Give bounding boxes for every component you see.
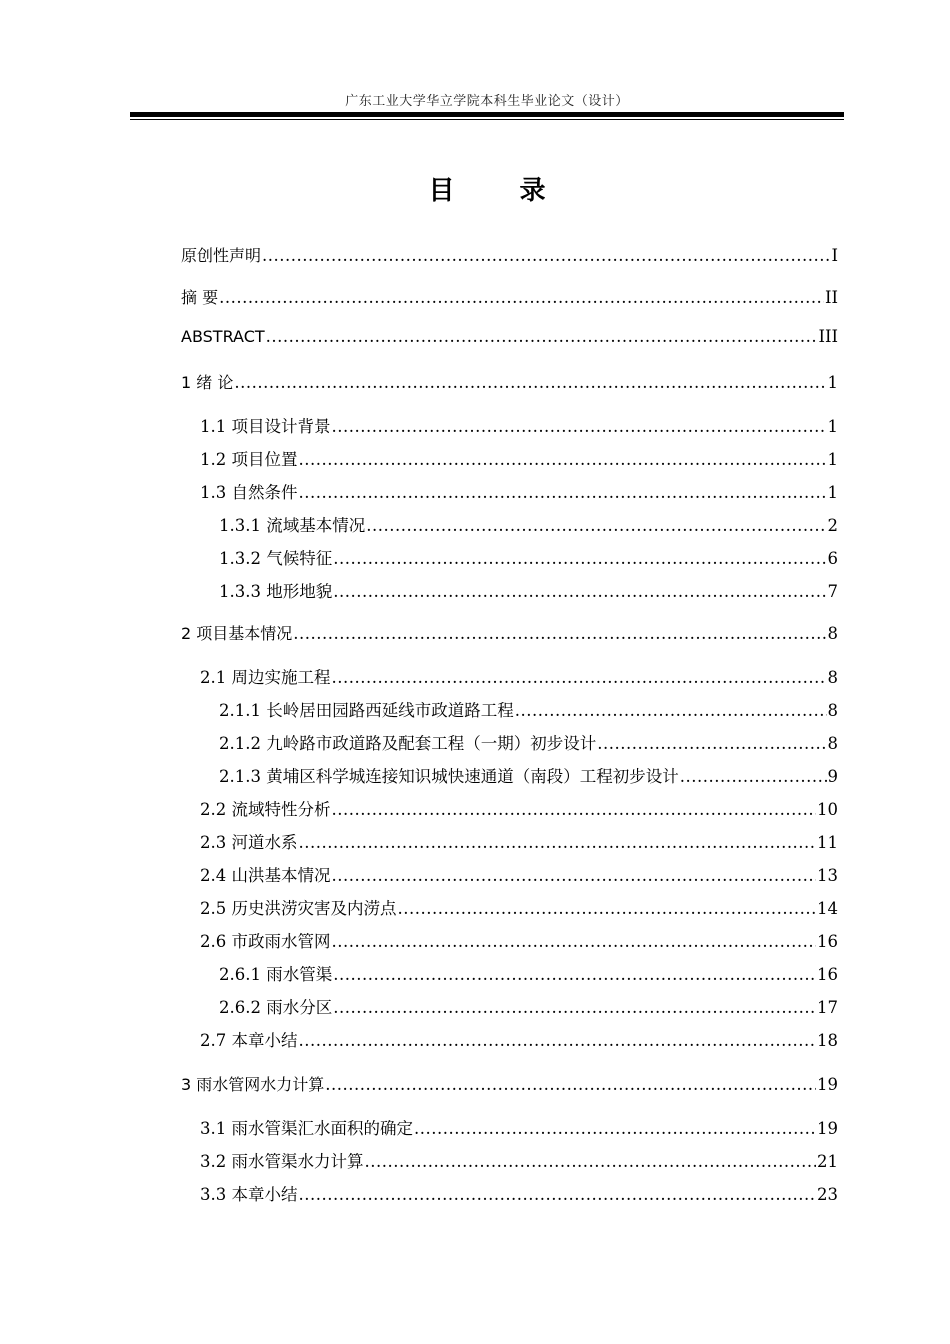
- toc-leader-dots: [325, 1075, 816, 1094]
- toc-entry-page: 1: [827, 373, 838, 392]
- toc-entry[interactable]: [181, 243, 838, 267]
- toc-leader-dots: [219, 288, 824, 307]
- toc-entry-label: 1.3.1 流域基本情况: [219, 516, 366, 535]
- toc-leader-dots: [262, 246, 830, 265]
- toc-entry-page: 23: [817, 1185, 838, 1204]
- toc-leader-dots: [234, 373, 826, 392]
- toc-entry[interactable]: [200, 895, 838, 919]
- toc-entry[interactable]: [200, 928, 838, 952]
- toc-entry-page: 6: [827, 549, 838, 568]
- toc-entry-page: 17: [817, 998, 838, 1017]
- toc-leader-dots: [299, 1185, 817, 1204]
- toc-leader-dots: [299, 833, 817, 852]
- toc-leader-dots: [266, 327, 818, 346]
- toc-entry-label: 1.3 自然条件: [200, 483, 298, 502]
- toc-entry-page: 10: [817, 800, 838, 819]
- toc-entry[interactable]: [219, 697, 838, 721]
- toc-entry-label: 3.1 雨水管渠汇水面积的确定: [200, 1119, 413, 1138]
- toc-entry-page: 19: [817, 1119, 838, 1138]
- toc-entry-page: 11: [817, 833, 838, 852]
- toc-entry[interactable]: [181, 285, 838, 309]
- toc-entry-label: 3.2 雨水管渠水力计算: [200, 1152, 364, 1171]
- toc-entry[interactable]: [181, 370, 838, 394]
- toc-entry[interactable]: [200, 446, 838, 470]
- toc-entry-label: 1.3.3 地形地貌: [219, 582, 333, 601]
- toc-leader-dots: [332, 800, 817, 819]
- toc-entry-label: 摘 要: [181, 288, 219, 307]
- toc-entry[interactable]: [200, 862, 838, 886]
- toc-entry-label: 2.2 流域特性分析: [200, 800, 331, 819]
- toc-entry-page: 13: [817, 866, 838, 885]
- toc-entry-label: 原创性声明: [181, 246, 262, 265]
- toc-entry-label: 2.6.1 雨水管渠: [219, 965, 333, 984]
- toc-leader-dots: [332, 932, 817, 951]
- toc-entry-page: 14: [817, 899, 838, 918]
- toc-entry-page: 7: [827, 582, 838, 601]
- toc-entry-label: 2.1.1 长岭居田园路西延线市政道路工程: [219, 701, 514, 720]
- toc-entry-page: 9: [827, 767, 838, 786]
- toc-leader-dots: [332, 417, 827, 436]
- toc-entry[interactable]: [200, 664, 838, 688]
- toc-entry-label: 1.2 项目位置: [200, 450, 298, 469]
- toc-entry-page: 8: [827, 734, 838, 753]
- toc-entry[interactable]: [200, 1027, 838, 1051]
- toc-entry-page: 18: [817, 1031, 838, 1050]
- toc-leader-dots: [299, 450, 827, 469]
- toc-entry-label: 2.1.2 九岭路市政道路及配套工程（一期）初步设计: [219, 734, 597, 753]
- toc-entry[interactable]: [200, 829, 838, 853]
- page-title: 目 录: [428, 176, 574, 206]
- toc-entry[interactable]: [200, 1148, 838, 1172]
- toc-entry-label: 1 绪 论: [181, 373, 234, 392]
- toc-entry[interactable]: [219, 994, 838, 1018]
- toc-entry-page: 16: [817, 965, 838, 984]
- toc-leader-dots: [333, 998, 816, 1017]
- toc-entry-label: 1.1 项目设计背景: [200, 417, 331, 436]
- toc-entry-page: 16: [817, 932, 838, 951]
- toc-entry-label: 2.6.2 雨水分区: [219, 998, 333, 1017]
- toc-entry[interactable]: [200, 1115, 838, 1139]
- toc-entry-label: 2.6 市政雨水管网: [200, 932, 331, 951]
- toc-entry-label: 3.3 本章小结: [200, 1185, 298, 1204]
- toc-entry[interactable]: [219, 730, 838, 754]
- toc-leader-dots: [333, 549, 826, 568]
- toc-entry[interactable]: [219, 545, 838, 569]
- toc-entry-label: 2 项目基本情况: [181, 624, 293, 643]
- toc-leader-dots: [414, 1119, 816, 1138]
- toc-leader-dots: [680, 767, 827, 786]
- toc-entry-page: 8: [827, 668, 838, 687]
- toc-leader-dots: [365, 1152, 817, 1171]
- toc-entry-page: 8: [827, 624, 838, 643]
- toc-leader-dots: [398, 899, 817, 918]
- toc-entry[interactable]: [219, 578, 838, 602]
- toc-entry-page: 19: [817, 1075, 838, 1094]
- toc-leader-dots: [366, 516, 826, 535]
- toc-leader-dots: [333, 582, 826, 601]
- toc-entry-label: 3 雨水管网水力计算: [181, 1075, 325, 1094]
- toc-entry-label: 2.1.3 黄埔区科学城连接知识城快速通道（南段）工程初步设计: [219, 767, 679, 786]
- toc-entry[interactable]: [181, 1072, 838, 1096]
- toc-leader-dots: [332, 866, 817, 885]
- toc-entry-label: 2.4 山洪基本情况: [200, 866, 331, 885]
- toc-entry-label: 2.7 本章小结: [200, 1031, 298, 1050]
- running-header: 广东工业大学华立学院本科生毕业论文（设计）: [345, 94, 629, 109]
- toc-entry[interactable]: [200, 479, 838, 503]
- toc-entry[interactable]: [200, 796, 838, 820]
- toc-entry-label: 2.1 周边实施工程: [200, 668, 331, 687]
- toc-entry[interactable]: [219, 961, 838, 985]
- toc-entry-page: 2: [827, 516, 838, 535]
- toc-leader-dots: [515, 701, 827, 720]
- toc-entry-page: 8: [827, 701, 838, 720]
- toc-entry-page: 1: [827, 450, 838, 469]
- toc-entry[interactable]: [200, 413, 838, 437]
- toc-leader-dots: [299, 1031, 817, 1050]
- toc-leader-dots: [332, 668, 827, 687]
- toc-entry-page: 1: [827, 417, 838, 436]
- toc-entry-label: 1.3.2 气候特征: [219, 549, 333, 568]
- toc-leader-dots: [299, 483, 827, 502]
- toc-entry-label: ABSTRACT: [181, 327, 265, 346]
- toc-entry-page: II: [824, 288, 838, 307]
- toc-leader-dots: [597, 734, 826, 753]
- toc-entry[interactable]: [200, 1181, 838, 1205]
- toc-entry-label: 2.3 河道水系: [200, 833, 298, 852]
- toc-entry-page: III: [818, 327, 838, 346]
- toc-entry[interactable]: [219, 763, 838, 787]
- toc-entry[interactable]: [181, 621, 838, 645]
- toc-entry-page: 21: [817, 1152, 838, 1171]
- toc-entry-page: I: [831, 246, 838, 265]
- toc-entry-label: 2.5 历史洪涝灾害及内涝点: [200, 899, 397, 918]
- toc-entry[interactable]: [181, 327, 838, 351]
- toc-entry[interactable]: [219, 512, 838, 536]
- toc-entry-page: 1: [827, 483, 838, 502]
- toc-leader-dots: [333, 965, 816, 984]
- toc-leader-dots: [293, 624, 826, 643]
